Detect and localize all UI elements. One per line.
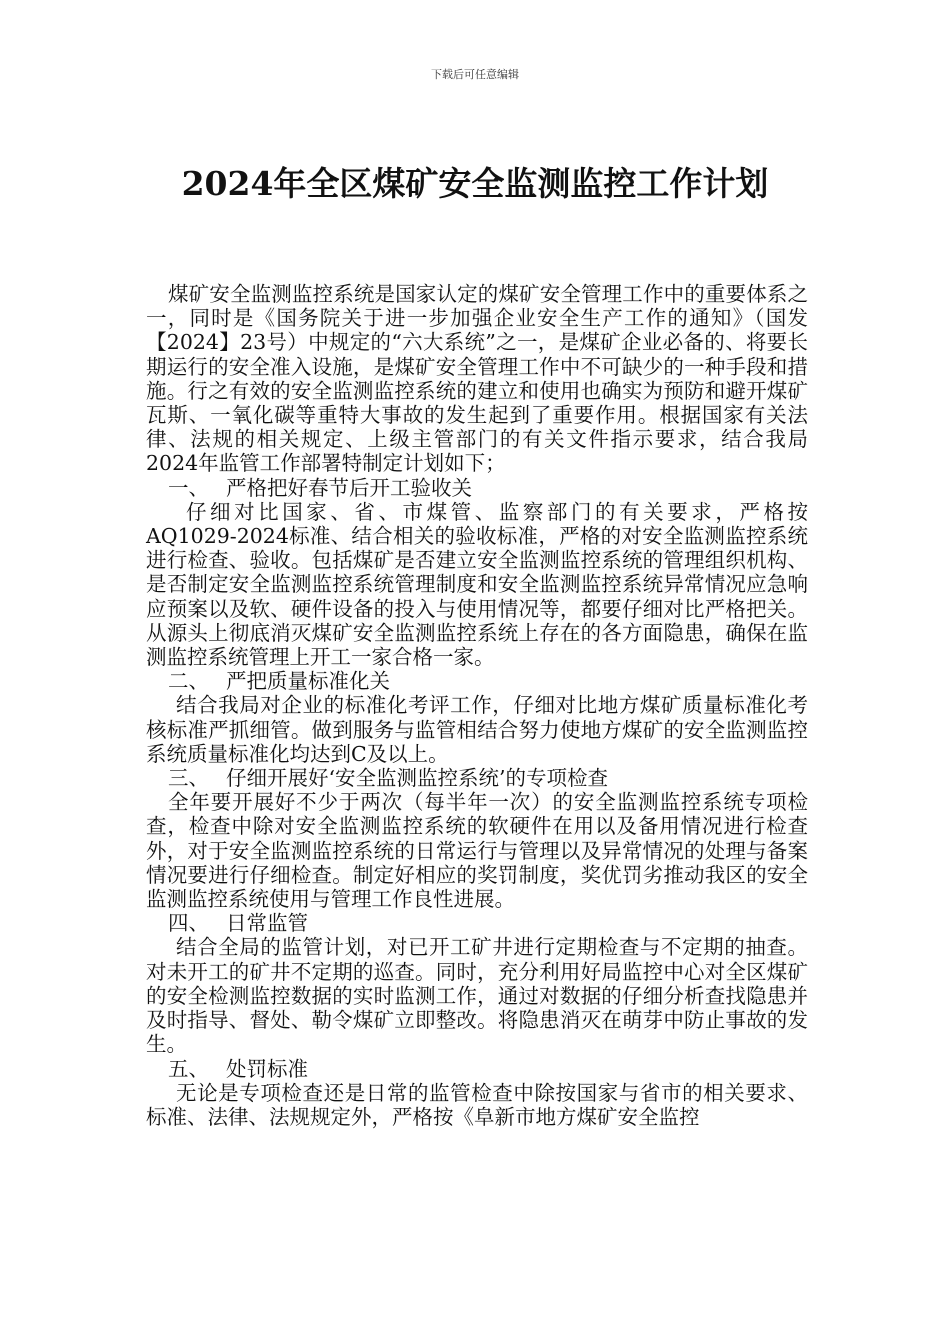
section-3-paragraph: 全年要开展好不少于两次（每半年一次）的安全监测监控系统专项检查，检查中除对安全监测监控系统的软硬件在用以及备用情况进行检查外，对于安全监测监控系统的日常运行与管理以及异常情况的处理与备案情况要进行仔细检查。制定好相应的奖罚制度，奖优罚劣推动我区的安全监测监控系统使用与管理工作良性进展。: [146, 790, 808, 912]
document-body: [146, 282, 808, 1129]
section-4-number: 四、: [168, 911, 209, 936]
section-3-number: 三、: [168, 766, 209, 791]
section-4-heading: [146, 911, 808, 935]
section-1-paragraph: 仔细对比国家、省、市煤管、监察部门的有关要求，严格按AQ1029-2024标准、结合相关的验收标准，严格的对安全监测监控系统进行检查、验收。包括煤矿是否建立安全监测监控系统的管理组织机构、是否制定安全监测监控系统管理制度和安全监测监控系统异常情况应急响应预案以及软、硬件设备的投入与使用情况等，都要仔细对比严格把关。从源头上彻底消灭煤矿安全监测监控系统上存在的各方面隐患，确保在监测监控系统管理上开工一家合格一家。: [146, 499, 808, 670]
section-1-title: 严格把好春节后开工验收关: [226, 475, 472, 500]
document-title: 2024年全区煤矿安全监测监控工作计划: [181, 164, 769, 203]
section-2-number: 二、: [168, 669, 209, 694]
section-5-number: 五、: [168, 1056, 209, 1081]
section-2-heading: [146, 669, 808, 693]
section-4-title: 日常监管: [226, 911, 308, 936]
section-2-paragraph: 结合我局对企业的标准化考评工作，仔细对比地方煤矿质量标准化考核标准严抓细管。做到服务与监管相结合努力使地方煤矿的安全监测监控系统质量标准化均达到C及以上。: [146, 693, 808, 766]
section-1-heading: [146, 476, 808, 500]
section-4-paragraph: 结合全局的监管计划，对已开工矿井进行定期检查与不定期的抽查。对未开工的矿井不定期的巡查。同时，充分利用好局监控中心对全区煤矿的安全检测监控数据的实时监测工作，通过对数据的仔细分析查找隐患并及时指导、督处、勒令煤矿立即整改。将隐患消灭在萌芽中防止事故的发生。: [146, 935, 808, 1057]
header-note: 下载后可任意编辑: [431, 68, 519, 81]
section-3-heading: [146, 766, 808, 790]
section-1-number: 一、: [168, 475, 209, 500]
intro-paragraph: 煤矿安全监测监控系统是国家认定的煤矿安全管理工作中的重要体系之一，同时是《国务院关于进一步加强企业安全生产工作的通知》（国发【2024】23号）中规定的“六大系统”之一，是煤矿企业必备的、将要长期运行的安全准入设施，是煤矿安全管理工作中不可缺少的一种手段和措施。行之有效的安全监测监控系统的建立和使用也确实为预防和避开煤矿瓦斯、一氧化碳等重特大事故的发生起到了重要作用。根据国家有关法律、法规的相关规定、上级主管部门的有关文件指示要求，结合我局2024年监管工作部署特制定计划如下；: [146, 282, 808, 476]
section-5-paragraph: 无论是专项检查还是日常的监管检查中除按国家与省市的相关要求、标准、法律、法规规定外，严格按《阜新市地方煤矿安全监控: [146, 1080, 808, 1129]
section-2-title: 严把质量标准化关: [226, 669, 390, 694]
section-5-title: 处罚标准: [226, 1056, 308, 1081]
section-5-heading: [146, 1057, 808, 1081]
section-3-title: 仔细开展好‘安全监测监控系统’的专项检查: [226, 766, 609, 791]
